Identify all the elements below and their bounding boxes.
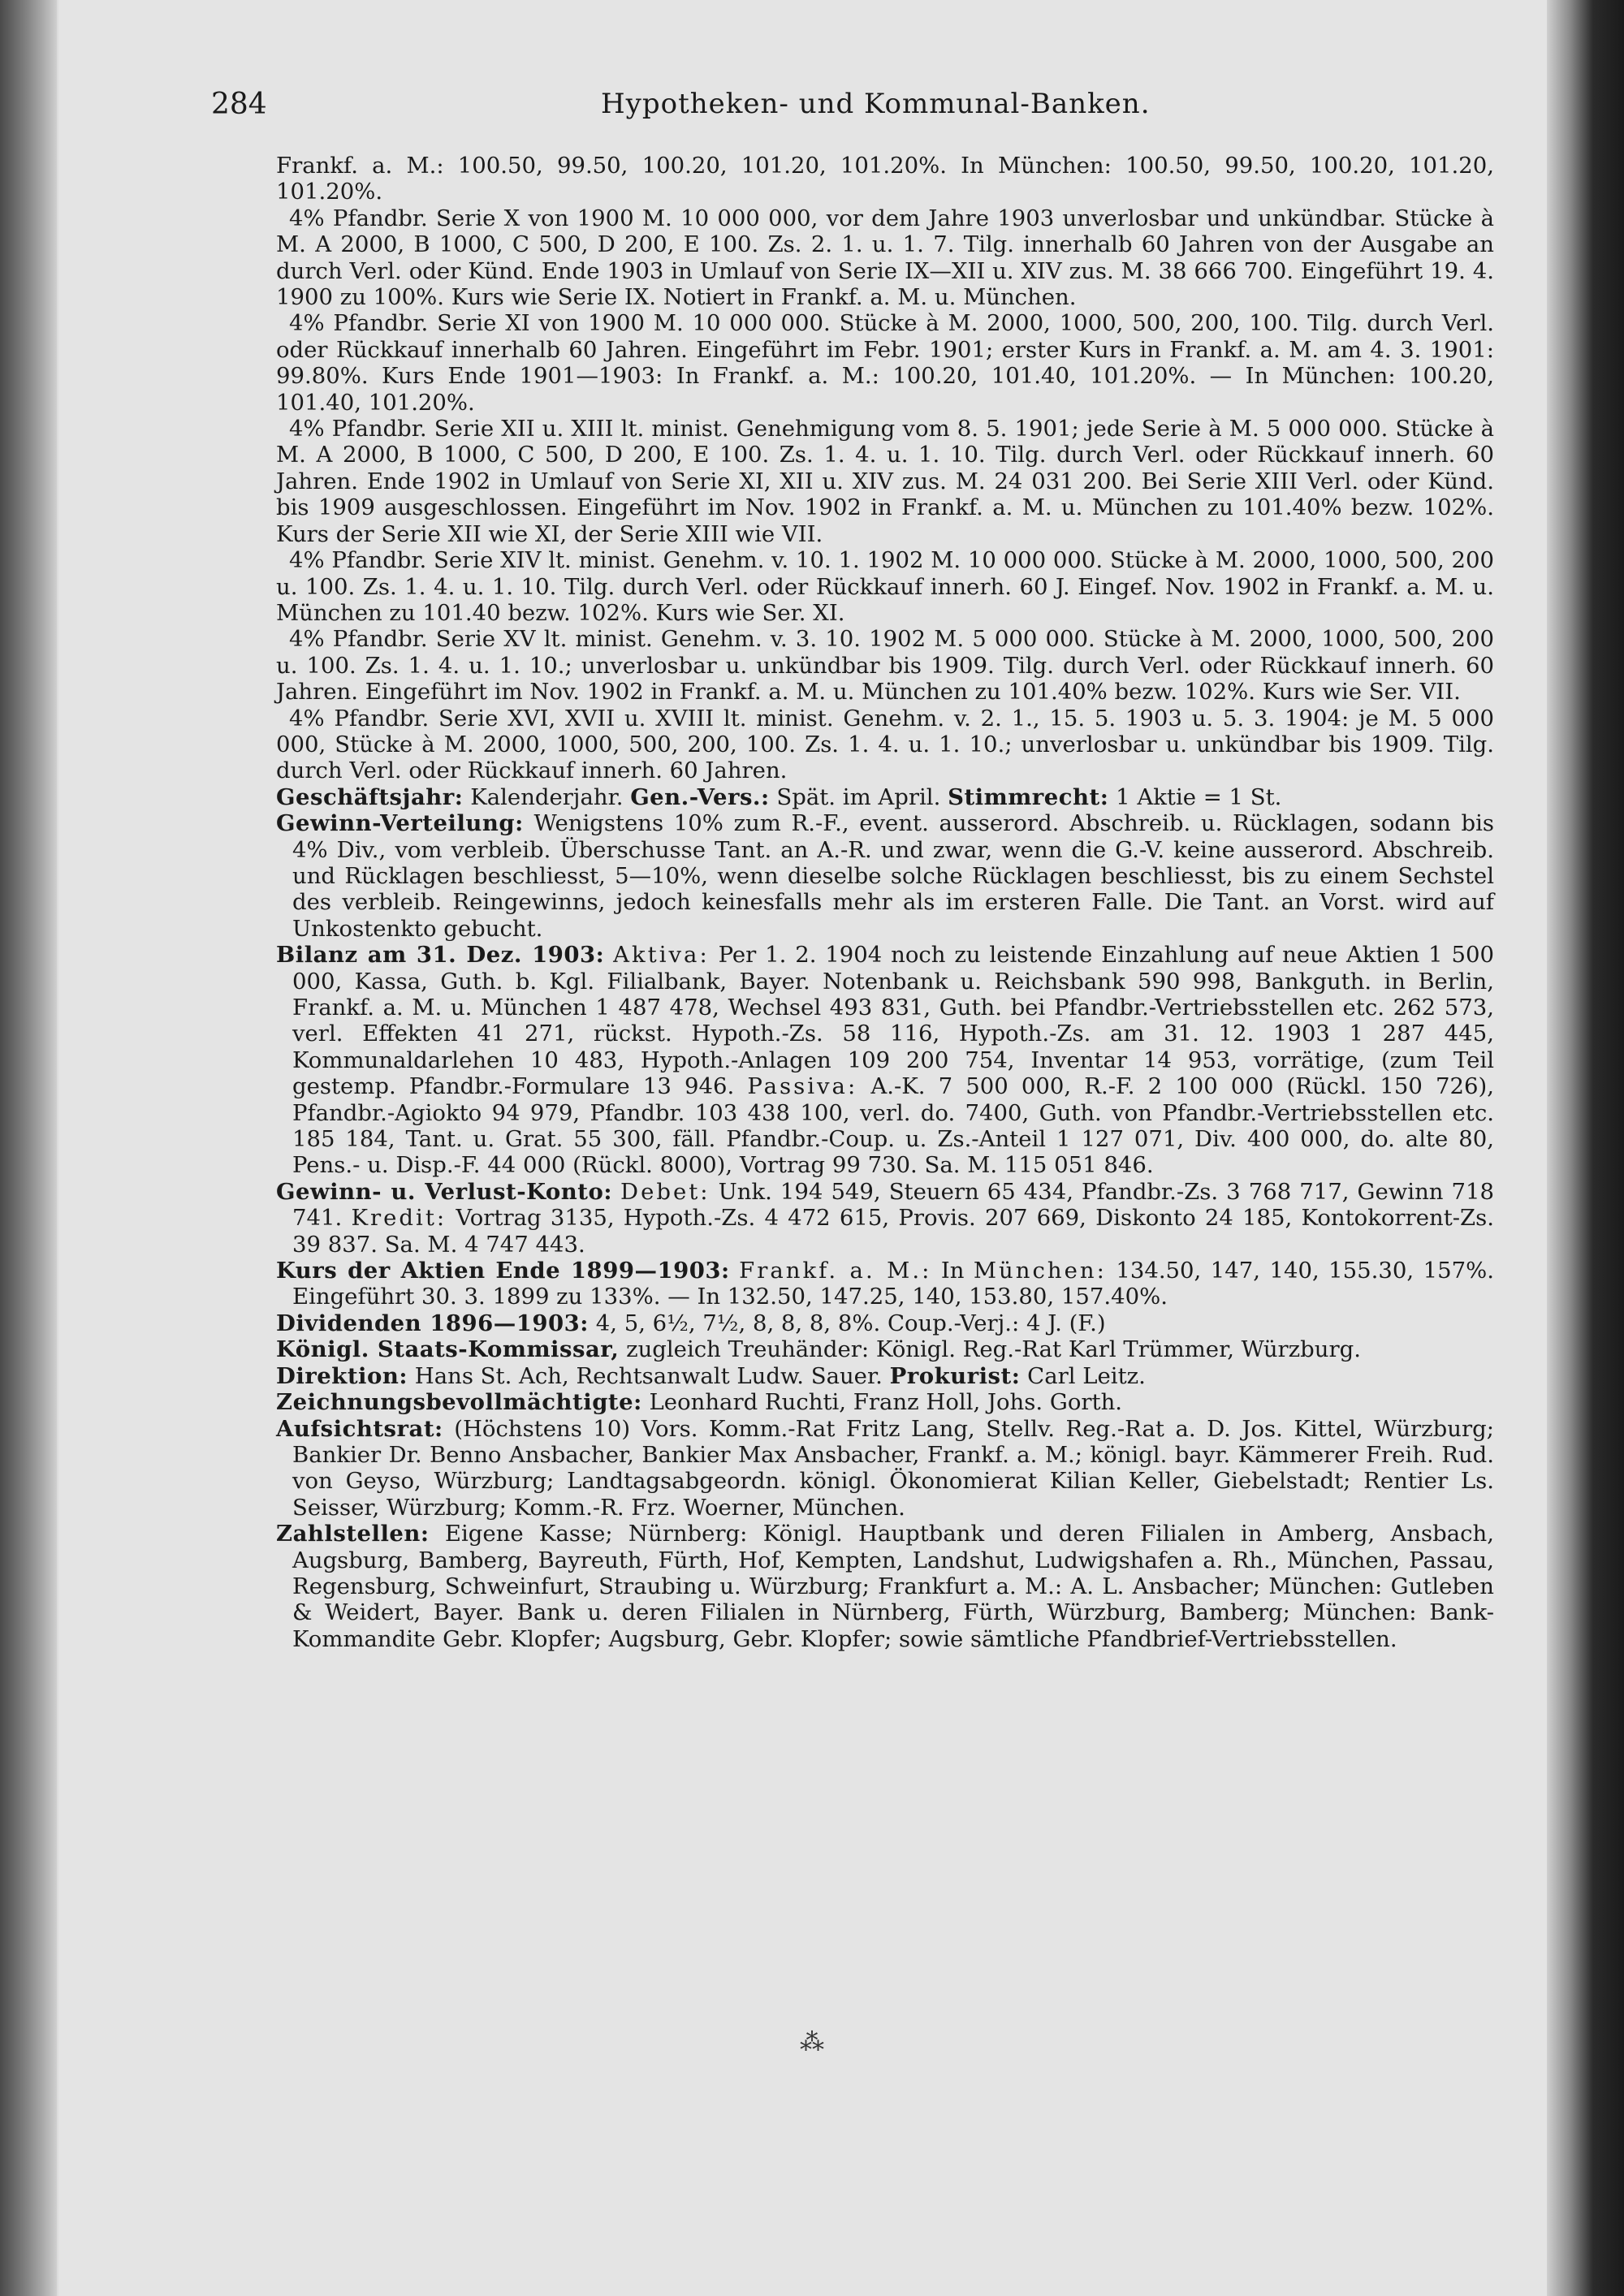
paragraph (276, 1363, 1494, 1389)
paragraph-text: 4% Pfandbr. Serie XVI, XVII u. XVIII lt. minist. Genehm. v. 2. 1., 15. 5. 1903 u. 5. 3. 1904: je M. 5 000 000, Stücke à M. 2000, 1000, 500, 200, 100. Zs. 1. 4. u. 1. 10.; unverlosbar u. unkündbar bis 1909. Tilg. durch Verl. oder Rückkauf innerh. 60 Jahren. (276, 705, 1494, 784)
paragraph (276, 1179, 1494, 1258)
paragraph (276, 1416, 1494, 1521)
paragraph-text: 4, 5, 6½, 7½, 8, 8, 8, 8%. Coup.-Verj.: 4 J. (F.) (595, 1310, 1106, 1336)
paragraph (276, 784, 1494, 810)
paragraph-text: 4% Pfandbr. Serie XV lt. minist. Genehm. v. 3. 10. 1902 M. 5 000 000. Stücke à M. 2000, 1000, 500, 200 u. 100. Zs. 1. 4. u. 1. 10.; unverlosbar u. unkündbar bis 1909. Tilg. durch Verl. oder Rückkauf innerh. 60 Jahren. Eingeführt im Nov. 1902 in Frankf. a. M. u. München zu 101.40% bezw. 102%. Kurs wie Ser. VII. (276, 626, 1494, 706)
spaced-label: Debet: (620, 1178, 710, 1205)
section-label: Aufsichtsrat: (276, 1415, 443, 1442)
paragraph-text: In (940, 1258, 965, 1284)
section-label: Kurs der Aktien Ende 1899—1903: (276, 1258, 730, 1284)
paragraph (276, 1310, 1494, 1336)
book-binding-left (0, 0, 57, 2296)
paragraph-text: 134.50, 147, 140, 155.30, 157%. Eingeführt 30. 3. 1899 zu 133%. — In (292, 1258, 1494, 1310)
section-label: Zahlstellen: (276, 1521, 430, 1547)
paragraph-text: Leonhard Ruchti, Franz Holl, Johs. Gorth. (649, 1389, 1123, 1416)
spaced-label: Aktiva: (613, 942, 710, 969)
paragraph (276, 1336, 1494, 1362)
paragraph-text: Eigene Kasse; Nürnberg: Königl. Hauptbank und deren Filialen in Amberg, Ansbach, Augsburg, Bamberg, Bayreuth, Fürth, Hof, Kempten, Landshut, Ludwigshafen a. Rh., München, Passau, Regensburg, Schweinfurt, Straubing u. Würzburg; Frankfurt a. M.: A. L. Ansbacher; München: Gutleben & Weidert, Bayer. Bank u. deren Filialen in Nürnberg, Fürth, Würzburg, Bamberg; München: Bank-Kommandite Gebr. Klopfer; Augsburg, Gebr. Klopfer; sowie sämtliche Pfandbrief-Vertriebsstellen. (292, 1521, 1494, 1652)
spaced-label: München: (973, 1258, 1107, 1284)
section-label: Dividenden 1896—1903: (276, 1310, 589, 1336)
paragraph-text: Vortrag 3135, Hypoth.-Zs. 4 472 615, Provis. 207 669, Diskonto 24 185, Kontokorrent-Zs. 39 837. Sa. M. 4 747 443. (292, 1205, 1494, 1258)
paragraph-text: Kalenderjahr. (470, 783, 624, 810)
running-head: Hypotheken- und Kommunal-Banken. (601, 88, 1151, 120)
paragraph (276, 547, 1494, 626)
section-label: Gewinn-Verteilung: (276, 810, 524, 837)
section-label: Gewinn- u. Verlust-Konto: (276, 1178, 612, 1205)
paragraph (276, 416, 1494, 547)
paragraph-text: 4% Pfandbr. Serie XIV lt. minist. Genehm. v. 10. 1. 1902 M. 10 000 000. Stücke à M. 2000, 1000, 500, 200 u. 100. Zs. 1. 4. u. 1. 10. Tilg. durch Verl. oder Rückkauf innerh. 60 J. Eingef. Nov. 1902 in Frankf. a. M. u. München zu 101.40 bezw. 102%. Kurs wie Ser. XI. (276, 547, 1494, 626)
paragraph-text: zugleich Treuhänder: Königl. Reg.-Rat Karl Trümmer, Würzburg. (626, 1336, 1361, 1363)
paragraph (276, 310, 1494, 416)
paragraph-text: 1 Aktie = 1 St. (1116, 783, 1282, 810)
paragraph-text: Frankf. a. M.: 100.50, 99.50, 100.20, 101.20, 101.20%. In München: 100.50, 99.50, 100.20, 101.20, 101.20%. (276, 153, 1494, 205)
end-ornament: ⁂ (800, 2028, 826, 2056)
paragraph (276, 153, 1494, 205)
paragraph (276, 1521, 1494, 1652)
page-header (211, 88, 1482, 128)
section-label: Zeichnungsbevollmächtigte: (276, 1389, 642, 1416)
paragraph-text: A.-K. 7 500 000, R.-F. 2 100 000 (Rückl. 150 726), Pfandbr.-Agiokto 94 979, Pfandbr. 103 438 100, verl. do. 7400, Guth. von Pfandbr.-Vertriebsstellen etc. 185 184, Tant. u. Grat. 55 300, fäll. Pfandbr.-Coup. u. Zs.-Anteil 1 127 071, Div. 400 000, do. alte 80, Pens.- u. Disp.-F. 44 000 (Rückl. 8000), Vortrag 99 730. Sa. M. 115 051 846. (292, 1073, 1494, 1179)
paragraph-text: Per 1. 2. 1904 noch zu leistende Einzahlung auf neue Aktien 1 500 000, Kassa, Guth. b. Kgl. Filialbank, Bayer. Notenbank u. Reichsbank 590 998, Bankguth. in Berlin, Frankf. a. M. u. München 1 487 478, Wechsel 493 831, Guth. bei Pfandbr.-Vertriebsstellen etc. 262 573, verl. Effekten 41 271, rückst. Hypoth.-Zs. 58 116, Hypoth.-Zs. am 31. 12. 1903 1 287 445, Kommunaldarlehen 10 483, Hypoth.-Anlagen 109 200 754, Inventar 14 953, vorrätige, (zum Teil gestemp. Pfandbr.-Formulare 13 946. (292, 942, 1494, 1100)
paragraph-text: 4% Pfandbr. Serie X von 1900 M. 10 000 000, vor dem Jahre 1903 unverlosbar und unkündbar. Stücke à M. A 2000, B 1000, C 500, D 200, E 100. Zs. 2. 1. u. 1. 7. Tilg. innerhalb 60 Jahren von der Ausgabe an durch Verl. oder Künd. Ende 1903 in Umlauf von Serie IX—XII u. XIV zus. M. 38 666 700. Eingeführt 19. 4. 1900 zu 100%. Kurs wie Serie IX. Notiert in Frankf. a. M. u. München. (276, 205, 1494, 311)
paragraph-text: Unk. 194 549, Steuern 65 434, Pfandbr.-Zs. 3 768 717, Gewinn 718 741. (292, 1178, 1495, 1232)
paragraph-text: 4% Pfandbr. Serie XII u. XIII lt. minist. Genehmigung vom 8. 5. 1901; jede Serie à M. 5 000 000. Stücke à M. A 2000, B 1000, C 500, D 200, E 100. Zs. 1. 4. u. 1. 10. Tilg. durch Verl. oder Rückkauf innerh. 60 Jahren. Ende 1902 in Umlauf von Serie XI, XII u. XIV zus. M. 24 031 200. Bei Serie XIII Verl. oder Künd. bis 1909 ausgeschlossen. Eingeführt im Nov. 1902 in Frankf. a. M. u. München zu 101.40% bezw. 102%. Kurs der Serie XII wie XI, der Serie XIII wie VII. (276, 416, 1494, 547)
page-body (276, 153, 1494, 1652)
paragraph (276, 626, 1494, 705)
section-label: Königl. Staats-Kommissar, (276, 1336, 620, 1363)
section-label: Bilanz am 31. Dez. 1903: (276, 942, 605, 969)
section-label: Stimmrecht: (948, 783, 1109, 810)
section-label: Geschäftsjahr: (276, 783, 464, 810)
spaced-label: Passiva: (747, 1073, 858, 1100)
paragraph (276, 942, 1494, 1179)
paragraph-text: Hans St. Ach, Rechtsanwalt Ludw. Sauer. (414, 1362, 883, 1389)
paragraph (276, 706, 1494, 784)
paragraph (276, 1258, 1494, 1310)
paragraph-text: Spät. im April. (776, 783, 941, 810)
spaced-label: Kredit: (351, 1205, 447, 1232)
spaced-label: Frankf. a. M.: (739, 1258, 932, 1284)
paragraph (276, 1389, 1494, 1415)
paragraph-text: Wenigstens 10% zum R.-F., event. ausserord. Abschreib. u. Rücklagen, sodann bis 4% Div., vom verbleib. Überschusse Tant. an A.-R. und zwar, wenn die G.-V. keine ausserord. Abschreib. und Rücklagen beschliesst, 5—10%, wenn dieselbe solche Rücklagen beschliesst, bis zu einem Sechstel des verbleib. Reingewinns, jedoch keinesfalls mehr als im ersteren Falle. Die Tant. an Vorst. wird auf Unkostenkto gebucht. (292, 810, 1494, 942)
paragraph (276, 810, 1494, 942)
section-label: Prokurist: (889, 1362, 1021, 1389)
section-label: Direktion: (276, 1362, 408, 1389)
paragraph-text: 132.50, 147.25, 140, 153.80, 157.40%. (727, 1284, 1168, 1310)
section-label: Gen.-Vers.: (630, 783, 770, 810)
page-number: 284 (211, 88, 267, 121)
paragraph (276, 205, 1494, 311)
paragraph-text: 4% Pfandbr. Serie XI von 1900 M. 10 000 000. Stücke à M. 2000, 1000, 500, 200, 100. Tilg. durch Verl. oder Rückkauf innerhalb 60 Jahren. Eingeführt im Febr. 1901; erster Kurs in Frankf. a. M. am 4. 3. 1901: 99.80%. Kurs Ende 1901—1903: In Frankf. a. M.: 100.20, 101.40, 101.20%. — In München: 100.20, 101.40, 101.20%. (276, 310, 1494, 416)
paragraph-text: Carl Leitz. (1027, 1362, 1146, 1389)
book-binding-right (1547, 0, 1624, 2296)
paragraph-text: (Höchstens 10) Vors. Komm.-Rat Fritz Lang, Stellv. Reg.-Rat a. D. Jos. Kittel, Würzburg; Bankier Dr. Benno Ansbacher, Bankier Max Ansbacher, Frankf. a. M.; königl. bayr. Kämmerer Freih. Rud. von Geyso, Würzburg; Landtagsabgeordn. königl. Ökonomierat Kilian Keller, Giebelstadt; Rentier Ls. Seisser, Würzburg; Komm.-R. Frz. Woerner, München. (292, 1415, 1494, 1521)
